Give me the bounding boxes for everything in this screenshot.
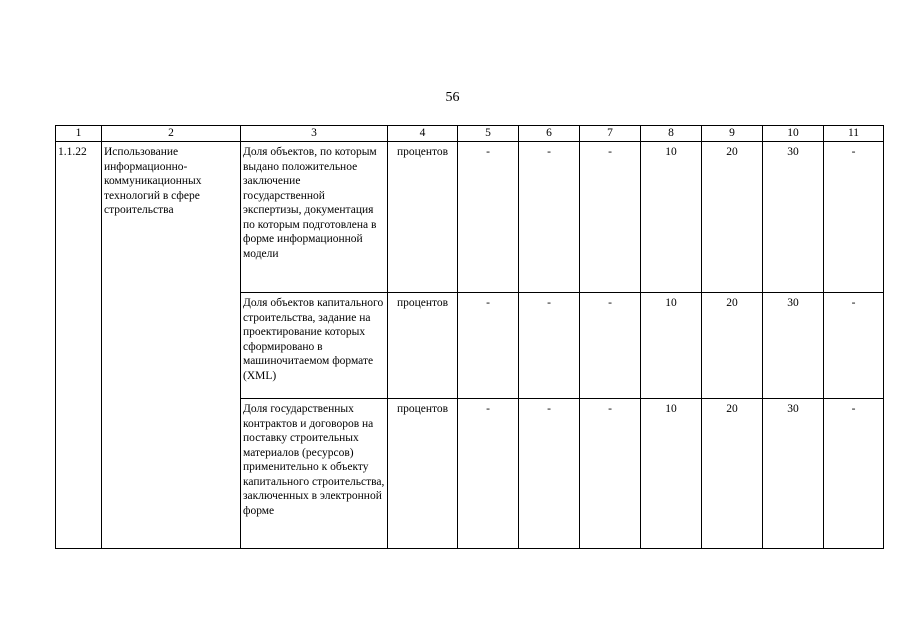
value-cell-6: - [519,399,580,549]
value-cell-10: 30 [763,399,824,549]
column-header-3: 3 [241,126,388,142]
column-header-9: 9 [702,126,763,142]
column-header-10: 10 [763,126,824,142]
value-cell-10: 30 [763,142,824,293]
unit-cell: процентов [388,293,458,399]
value-cell-8: 10 [641,293,702,399]
column-header-7: 7 [580,126,641,142]
column-header-11: 11 [824,126,884,142]
indicators-table [55,125,884,549]
column-header-6: 6 [519,126,580,142]
column-header-4: 4 [388,126,458,142]
value-cell-6: - [519,293,580,399]
value-cell-9: 20 [702,142,763,293]
value-cell-5: - [458,399,519,549]
value-cell-9: 20 [702,399,763,549]
value-cell-5: - [458,293,519,399]
unit-cell: процентов [388,142,458,293]
table-row [56,142,884,293]
unit-cell: процентов [388,399,458,549]
value-cell-11: - [824,142,884,293]
value-cell-9: 20 [702,293,763,399]
column-header-1: 1 [56,126,102,142]
value-cell-5: - [458,142,519,293]
value-cell-7: - [580,399,641,549]
indicator-name: Доля государственных контрактов и договоров на поставку строительных материалов (ресурсов) применительно к объекту капитального строительства, заключенных в электронной форме [241,399,388,549]
indicator-name: Доля объектов, по которым выдано положительное заключение государственной экспертизы, документация по которым подготовлена в форме информационной модели [241,142,388,293]
item-code: 1.1.22 [56,142,102,549]
value-cell-7: - [580,142,641,293]
item-name: Использование информационно-коммуникационных технологий в сфере строительства [102,142,241,549]
value-cell-7: - [580,293,641,399]
indicator-name: Доля объектов капитального строительства, задание на проектирование которых сформировано в машиночитаемом формате (XML) [241,293,388,399]
value-cell-11: - [824,399,884,549]
column-header-8: 8 [641,126,702,142]
column-header-5: 5 [458,126,519,142]
value-cell-10: 30 [763,293,824,399]
header-row [56,126,884,142]
column-header-2: 2 [102,126,241,142]
page-number: 56 [445,90,460,105]
value-cell-6: - [519,142,580,293]
value-cell-11: - [824,293,884,399]
value-cell-8: 10 [641,399,702,549]
value-cell-8: 10 [641,142,702,293]
